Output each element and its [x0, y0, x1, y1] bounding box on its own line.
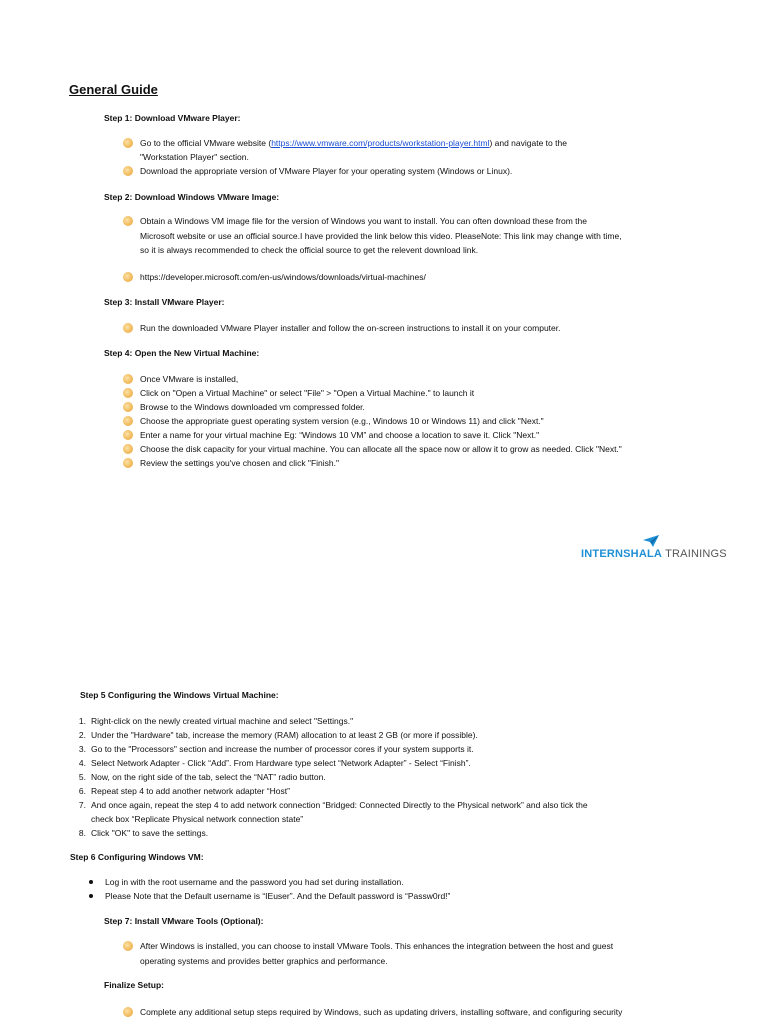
list-item: 2. Under the "Hardware" tab, increase the memory (RAM) allocation to at least 2 GB (or more if possible).	[78, 730, 478, 740]
bullet-icon	[123, 444, 133, 454]
bullet-icon	[123, 430, 133, 440]
list-item: 6. Repeat step 4 to add another network adapter “Host”	[78, 786, 290, 796]
bullet-icon	[123, 138, 133, 148]
list-item: 8. Click "OK" to save the settings.	[78, 828, 209, 838]
step6-item1: Log in with the root username and the password you had set during installation.	[105, 877, 404, 887]
list-item: 3. Go to the "Processors" section and increase the number of processor cores if your system supports it.	[78, 744, 474, 754]
finalize-bullet1-line1: Complete any additional setup steps required by Windows, such as updating drivers, installing software, and configuring security	[140, 1007, 623, 1017]
step5-heading: Step 5 Configuring the Windows Virtual Machine:	[80, 690, 279, 700]
logo-text-trainings: TRAININGS	[665, 548, 727, 560]
step3-heading: Step 3: Install VMware Player:	[104, 297, 225, 307]
step1-heading: Step 1: Download VMware Player:	[104, 113, 241, 123]
step1-bullet2: Download the appropriate version of VMware Player for your operating system (Windows or Linux).	[140, 166, 513, 176]
step4-heading: Step 4: Open the New Virtual Machine:	[104, 348, 260, 358]
list-item: 7. And once again, repeat the step 4 to add network connection “Bridged: Connected Directly to the Physical network” and also tick the	[78, 800, 588, 810]
step7-bullet1-line1: After Windows is installed, you can choose to install VMware Tools. This enhances the integration between the host and guest	[140, 941, 614, 951]
step2-heading: Step 2: Download Windows VMware Image:	[104, 192, 280, 202]
step1-b1-text-end: ) and navigate to the	[489, 138, 567, 148]
page-title: General Guide	[69, 82, 158, 97]
bullet-dot-icon	[89, 894, 93, 898]
step2-bullet1-line3: so it is always recommended to check the official source to get the relevent download link.	[140, 245, 479, 255]
step6-item2: Please Note that the Default username is “IEuser”. And the Default password is “Passw0rd!”	[105, 891, 451, 901]
bullet-dot-icon	[89, 880, 93, 884]
bullet-icon	[123, 216, 133, 226]
internshala-logo	[581, 548, 727, 560]
list-item: 4. Select Network Adapter - Click “Add”. From Hardware type select “Network Adapter” - Select “Finish”.	[78, 758, 471, 768]
vmware-link[interactable]: https://www.vmware.com/products/workstation-player.html	[271, 138, 490, 148]
step1-b1-text: Go to the official VMware website (	[140, 138, 272, 148]
step7-heading: Step 7: Install VMware Tools (Optional):	[104, 916, 264, 926]
bullet-icon	[123, 1007, 133, 1017]
bullet-icon	[123, 416, 133, 426]
bullet-icon	[123, 402, 133, 412]
list-item: 5. Now, on the right side of the tab, select the “NAT” radio button.	[78, 772, 326, 782]
step2-bullet1-line2: Microsoft website or use an official source.I have provided the link below this video. PleaseNote: This link may change with time,	[140, 231, 622, 241]
bullet-icon	[123, 388, 133, 398]
step1-bullet1-cont: "Workstation Player" section.	[140, 152, 249, 162]
step1-bullet1	[140, 136, 567, 150]
step3-bullet1: Run the downloaded VMware Player installer and follow the on-screen instructions to install it on your computer.	[140, 323, 561, 333]
step2-bullet1-line1: Obtain a Windows VM image file for the version of Windows you want to install. You can often download these from the	[140, 216, 587, 226]
step7-bullet1-line2: operating systems and provides better graphics and performance.	[140, 956, 388, 966]
bullet-icon	[123, 272, 133, 282]
step6-heading: Step 6 Configuring Windows VM:	[70, 852, 204, 862]
bullet-icon	[123, 323, 133, 333]
step5-list	[70, 714, 588, 840]
list-item: 1. Right-click on the newly created virtual machine and select "Settings."	[78, 716, 354, 726]
bullet-icon	[123, 458, 133, 468]
logo-text-brand: INTERNSHALA	[581, 548, 663, 560]
bullet-icon	[123, 166, 133, 176]
list-item: check box “Replicate Physical network connection state”	[91, 814, 304, 824]
paper-plane-icon	[643, 535, 659, 547]
bullet-icon	[123, 374, 133, 384]
bullet-icon	[123, 941, 133, 951]
finalize-heading: Finalize Setup:	[104, 980, 164, 990]
step2-bullet2: https://developer.microsoft.com/en-us/windows/downloads/virtual-machines/	[140, 272, 426, 282]
